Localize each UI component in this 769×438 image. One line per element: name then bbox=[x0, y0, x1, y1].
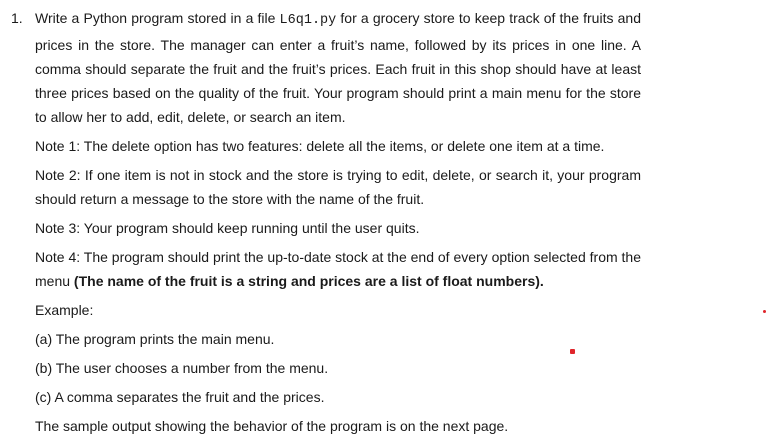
example-b: (b) The user chooses a number from the menu. bbox=[35, 360, 329, 376]
question-intro bbox=[35, 6, 641, 129]
example-label: Example: bbox=[35, 302, 94, 318]
note-2: Note 2: If one item is not in stock and the store is trying to edit, delete, or search it, your program should return a message to the store with the name of the fruit. bbox=[35, 167, 641, 207]
question-number: 1. bbox=[11, 10, 23, 26]
note-3: Note 3: Your program should keep running until the user quits. bbox=[35, 220, 420, 236]
note-1: Note 1: The delete option has two features: delete all the items, or delete one item at a time. bbox=[35, 138, 605, 154]
example-c: (c) A comma separates the fruit and the prices. bbox=[35, 389, 325, 405]
note-4 bbox=[35, 245, 641, 293]
intro-text-start: Write a Python program stored in a file bbox=[35, 10, 280, 26]
intro-text-end: for a grocery store to keep track of the fruits and prices in the store. The manager can enter a fruit’s name, followed by its prices in one line. A comma should separate the fruit and the fruit’s prices. Each fruit in this shop should have at least three prices based on the quality of the fruit. Your program should print a main menu for the store to allow her to add, edit, delete, or search an item. bbox=[35, 10, 641, 125]
file-name: L6q1.py bbox=[279, 13, 337, 28]
closing-sentence: The sample output showing the behavior of the program is on the next page. bbox=[35, 418, 509, 434]
red-dash-mark bbox=[570, 349, 575, 354]
note-4-text: Note 4: The program should print the up-to-date stock at the end of every option selected from the menu bbox=[35, 249, 641, 289]
red-dot-mark bbox=[763, 310, 766, 313]
note-4-bold-text: (The name of the fruit is a string and prices are a list of float numbers). bbox=[73, 273, 544, 289]
example-a: (a) The program prints the main menu. bbox=[35, 331, 275, 347]
question-body bbox=[35, 6, 641, 438]
